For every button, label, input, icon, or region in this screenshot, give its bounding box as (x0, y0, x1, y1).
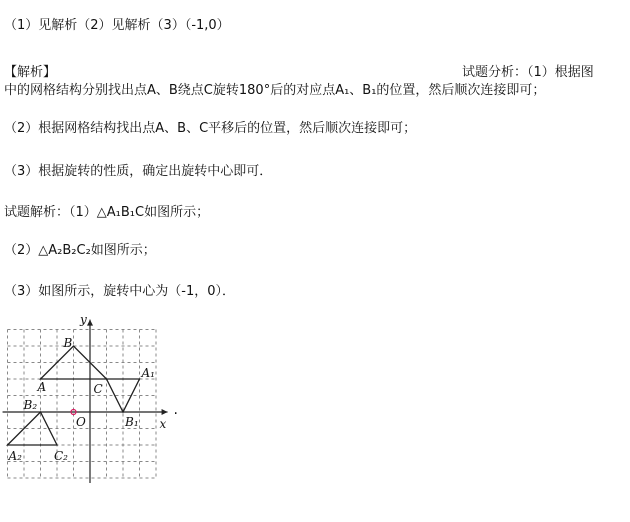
point-b1-label: B₁ (125, 415, 139, 429)
coordinate-grid-figure (0, 310, 200, 490)
solution-step-2: （2）△A₂B₂C₂如图所示； (4, 243, 156, 258)
analysis-tag: 【解析】 (4, 65, 57, 80)
analysis-intro: 试题分析：（1）根据图 (462, 65, 594, 80)
point-b-label: B (63, 336, 73, 350)
point-a1-label: A₁ (141, 366, 155, 380)
point-c-label: C (93, 382, 103, 396)
x-axis-label: x (159, 417, 167, 431)
analysis-step-2: （2）根据网格结构找出点A、B、C平移后的位置，然后顺次连接即可； (4, 121, 417, 136)
solution-step-3: （3）如图所示，旋转中心为（-1，0）． (4, 284, 236, 299)
point-a-label: A (37, 380, 47, 394)
origin-label: O (76, 415, 86, 429)
point-b2-label: B₂ (23, 398, 38, 412)
x-axis-arrow (162, 409, 168, 415)
y-axis-label: y (80, 312, 87, 327)
y-axis-arrow (87, 320, 93, 326)
point-labels (8, 313, 179, 463)
solution-step-1: 试题解析：（1）△A₁B₁C如图所示； (4, 205, 210, 220)
analysis-step-3: （3）根据旋转的性质，确定出旋转中心即可． (4, 164, 273, 179)
answer-line: （1）见解析（2）见解析（3）（-1,0） (4, 18, 230, 33)
point-a2-label: A₂ (8, 449, 22, 463)
trailing-period: . (173, 402, 179, 418)
point-c2-label: C₂ (54, 449, 68, 463)
analysis-step-1: 中的网格结构分别找出点A、B绕点C旋转180°后的对应点A₁、B₁的位置，然后顺次连接即可； (4, 83, 546, 98)
